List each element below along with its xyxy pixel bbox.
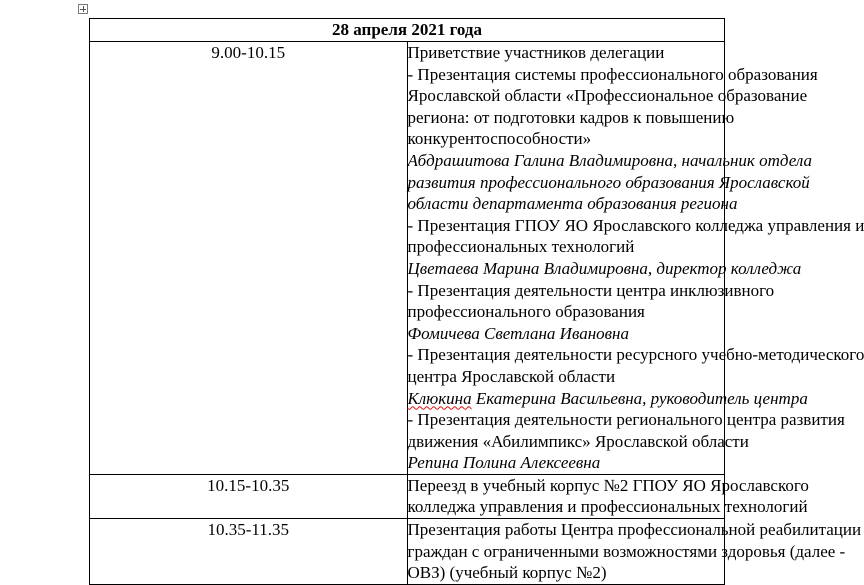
- text-line: - Презентация системы профессионального образования: [407, 64, 818, 84]
- content-cell: [407, 42, 864, 475]
- table-header-row: [90, 19, 725, 42]
- text-line: конкурентоспособности»: [407, 129, 592, 149]
- table-row: [90, 474, 725, 518]
- speaker-line: Цветаева Марина Владимировна, директор колледжа: [407, 258, 802, 278]
- speaker-line: Фомичева Светлана Ивановна: [407, 323, 629, 343]
- time-cell: 10.15-10.35: [90, 474, 408, 518]
- text-line: региона: от подготовки кадров к повышению: [407, 107, 735, 127]
- speaker-line: [407, 388, 808, 410]
- table-row: [90, 519, 725, 585]
- text-line: - Презентация деятельности ресурсного учебно-методического: [407, 345, 864, 365]
- text-line: ОВЗ) (учебный корпус №2): [407, 563, 607, 583]
- agenda-table: [89, 18, 864, 585]
- content-cell: [407, 474, 809, 518]
- speaker-line: Репина Полина Алексеевна: [407, 453, 601, 473]
- text-line: профессиональных технологий: [407, 237, 635, 257]
- text-line: - Презентация ГПОУ ЯО Ярославского колледжа управления и: [407, 215, 864, 235]
- text-line: - Презентация деятельности регионального центра развития: [407, 410, 845, 430]
- text-line: Приветствие участников делегации: [407, 43, 665, 62]
- text-line: движения «Абилимпикс» Ярославской области: [407, 431, 749, 451]
- table-row: [90, 42, 725, 475]
- spellcheck-underlined-word[interactable]: Клюкина: [407, 388, 472, 408]
- date-header: 28 апреля 2021 года: [90, 19, 725, 42]
- time-cell: 9.00-10.15: [90, 42, 408, 475]
- text-line: Переезд в учебный корпус №2 ГПОУ ЯО Ярославского: [407, 475, 809, 495]
- speaker-line: Абдрашитова Галина Владимировна, начальник отдела: [407, 150, 812, 170]
- time-cell: 10.35-11.35: [90, 519, 408, 585]
- text-line: Презентация работы Центра профессиональной реабилитации: [407, 520, 862, 540]
- text-line: граждан с ограниченными возможностями здоровья (далее -: [407, 541, 846, 561]
- text-line: профессионального образования: [407, 302, 645, 322]
- text-line: Ярославской области «Профессиональное образование: [407, 86, 808, 106]
- text-line: центра Ярославской области: [407, 366, 616, 386]
- speaker-line: области департамента образования региона: [407, 194, 738, 214]
- content-cell: [407, 519, 862, 585]
- speaker-line-rest: Екатерина Васильевна, руководитель центра: [471, 388, 808, 408]
- table-move-handle-icon[interactable]: [78, 4, 88, 14]
- text-line: - Презентация деятельности центра инклюзивного: [407, 280, 775, 300]
- speaker-line: развития профессионального образования Ярославской: [407, 172, 810, 192]
- text-line: колледжа управления и профессиональных технологий: [407, 497, 808, 517]
